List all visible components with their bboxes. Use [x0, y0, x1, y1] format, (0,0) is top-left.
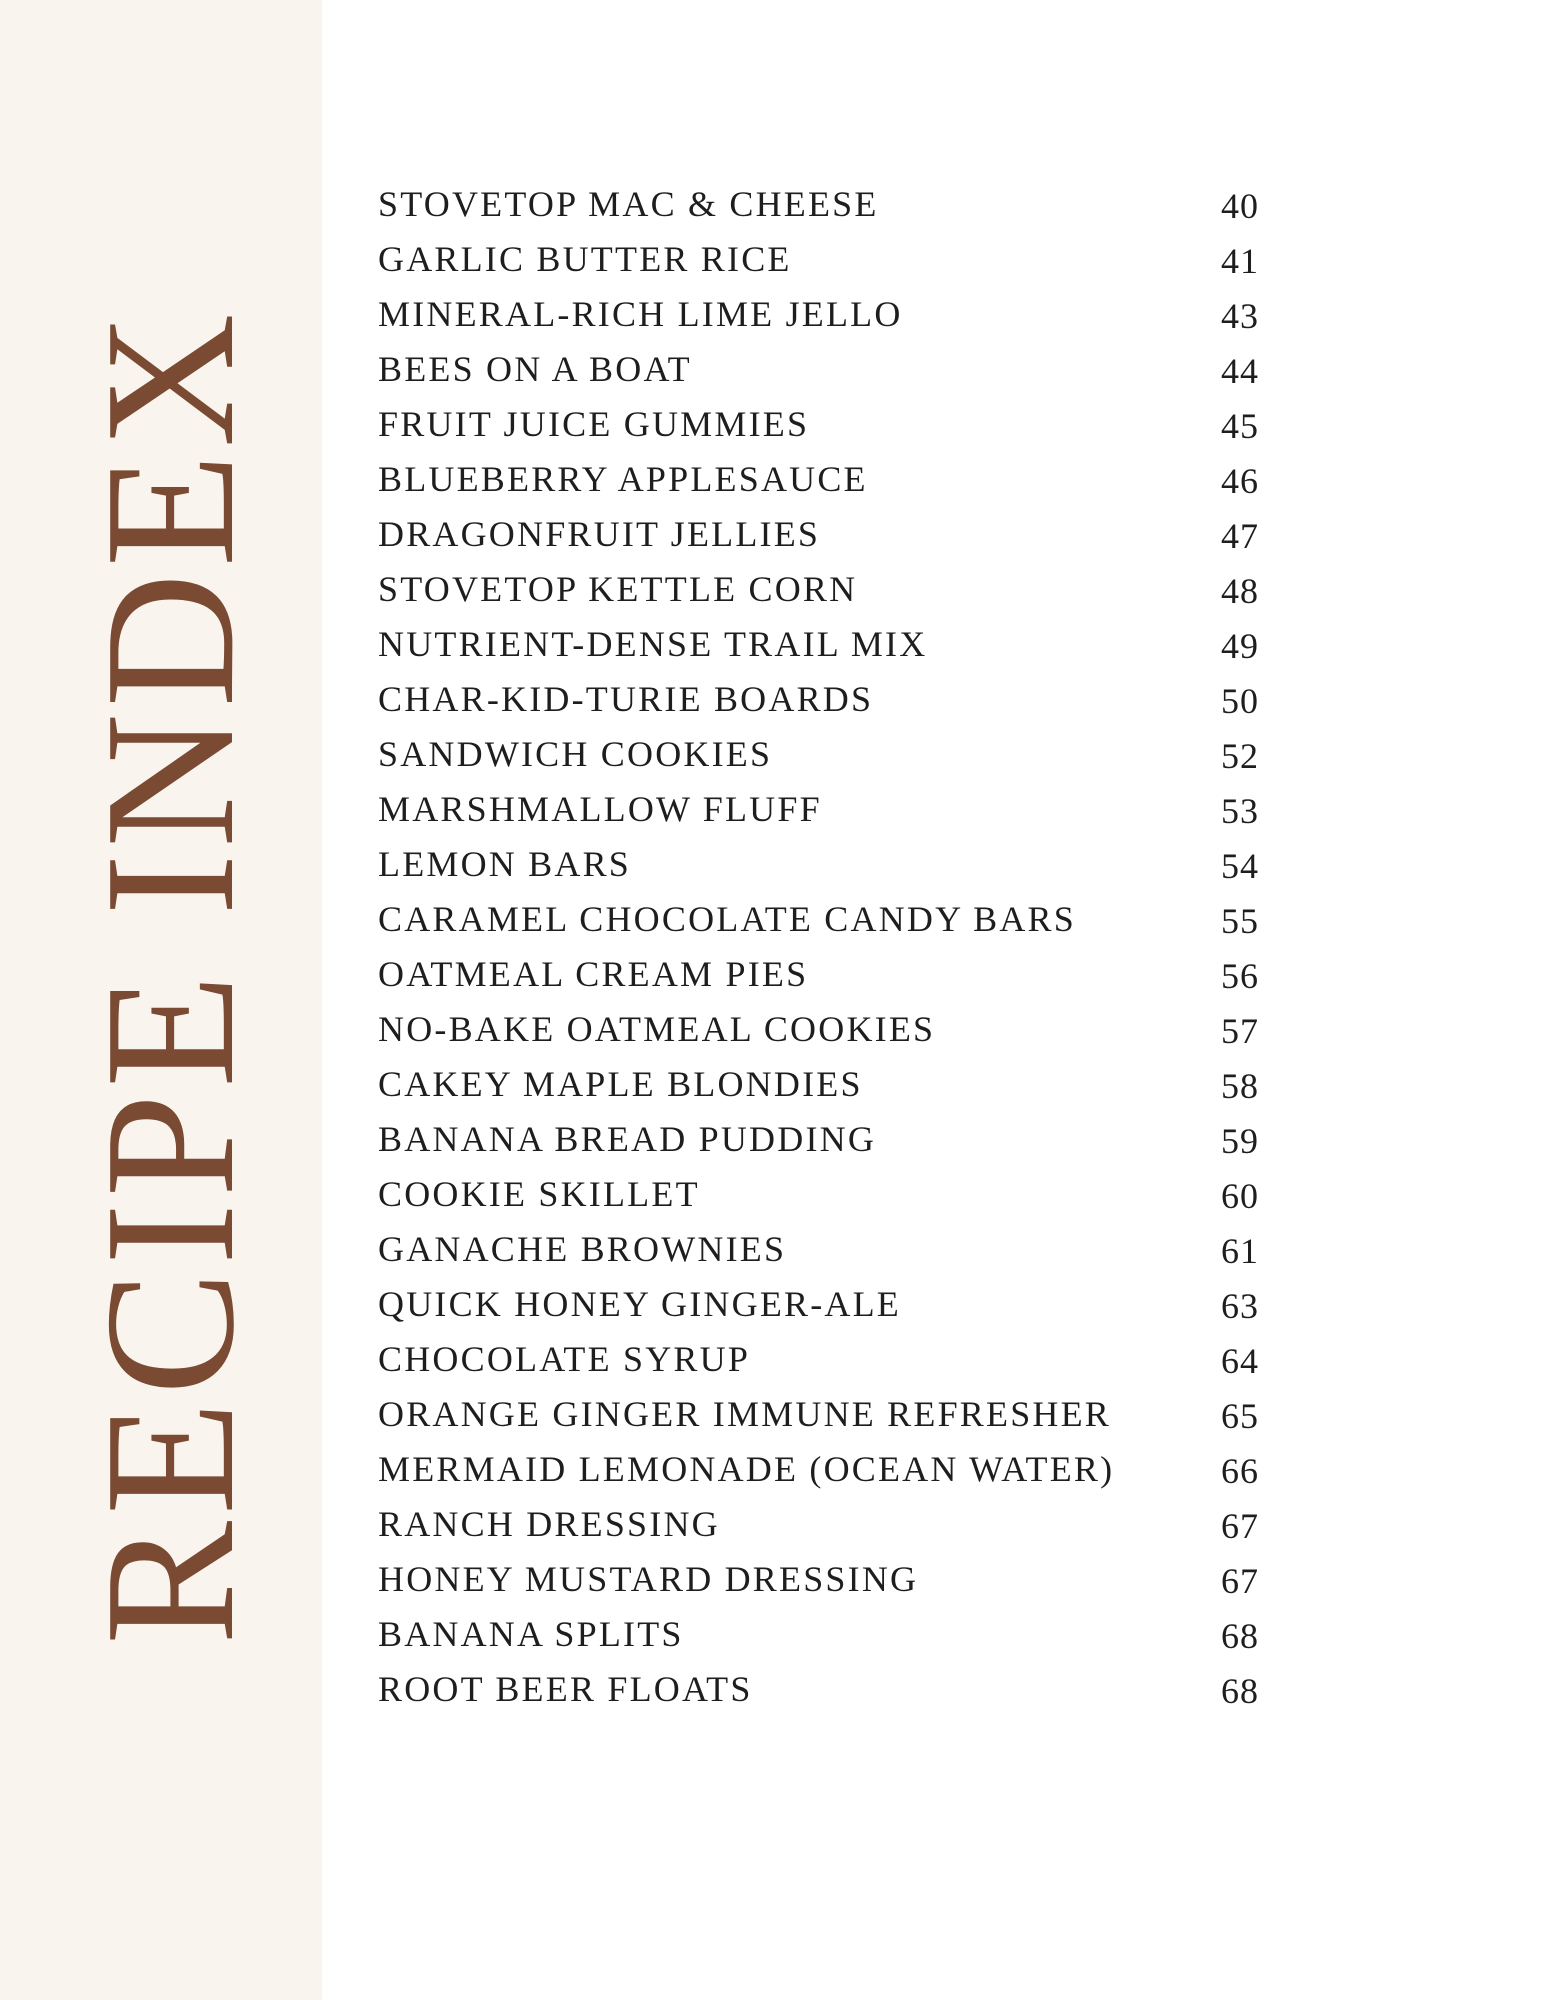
- recipe-name: STOVETOP MAC & CHEESE: [378, 184, 879, 224]
- index-row: [378, 562, 1278, 617]
- recipe-name: OATMEAL CREAM PIES: [378, 954, 809, 994]
- page-number: 65: [1221, 1396, 1259, 1436]
- page-number: 44: [1221, 351, 1259, 391]
- index-row: [378, 177, 1278, 232]
- index-row: [378, 287, 1278, 342]
- index-row: [378, 1057, 1278, 1112]
- index-row: [378, 1497, 1278, 1552]
- recipe-name: FRUIT JUICE GUMMIES: [378, 404, 810, 444]
- recipe-name: STOVETOP KETTLE CORN: [378, 569, 858, 609]
- recipe-name: NUTRIENT-DENSE TRAIL MIX: [378, 624, 928, 664]
- index-row: [378, 1442, 1278, 1497]
- page-number: 53: [1221, 791, 1259, 831]
- recipe-name: MARSHMALLOW FLUFF: [378, 789, 822, 829]
- index-row: [378, 672, 1278, 727]
- index-row: [378, 1167, 1278, 1222]
- index-row: [378, 837, 1278, 892]
- page-number: 57: [1221, 1011, 1259, 1051]
- index-row: [378, 727, 1278, 782]
- recipe-name: MINERAL-RICH LIME JELLO: [378, 294, 903, 334]
- recipe-name: SANDWICH COOKIES: [378, 734, 773, 774]
- recipe-name: GARLIC BUTTER RICE: [378, 239, 792, 279]
- index-row: [378, 782, 1278, 837]
- index-row: [378, 1112, 1278, 1167]
- page-number: 67: [1221, 1561, 1259, 1601]
- page-number: 61: [1221, 1231, 1259, 1271]
- recipe-name: ROOT BEER FLOATS: [378, 1669, 753, 1709]
- recipe-name: QUICK HONEY GINGER-ALE: [378, 1284, 901, 1324]
- recipe-name: DRAGONFRUIT JELLIES: [378, 514, 821, 554]
- recipe-name: CHOCOLATE SYRUP: [378, 1339, 751, 1379]
- page-title: RECIPE INDEX: [67, 307, 273, 1645]
- page-number: 48: [1221, 571, 1259, 611]
- page-number: 49: [1221, 626, 1259, 666]
- index-row: [378, 1662, 1278, 1717]
- page-number: 66: [1221, 1451, 1259, 1491]
- recipe-name: CHAR-KID-TURIE BOARDS: [378, 679, 874, 719]
- page-number: 47: [1221, 516, 1259, 556]
- page-number: 67: [1221, 1506, 1259, 1546]
- recipe-name: CARAMEL CHOCOLATE CANDY BARS: [378, 899, 1076, 939]
- recipe-name: NO-BAKE OATMEAL COOKIES: [378, 1009, 936, 1049]
- recipe-name: MERMAID LEMONADE (OCEAN WATER): [378, 1449, 1115, 1489]
- index-row: [378, 1222, 1278, 1277]
- index-row: [378, 947, 1278, 1002]
- index-row: [378, 1607, 1278, 1662]
- page-number: 63: [1221, 1286, 1259, 1326]
- page-number: 45: [1221, 406, 1259, 446]
- recipe-name: ORANGE GINGER IMMUNE REFRESHER: [378, 1394, 1112, 1434]
- page-number: 50: [1221, 681, 1259, 721]
- sidebar-panel: [0, 0, 322, 2000]
- index-row: [378, 1002, 1278, 1057]
- page-number: 56: [1221, 956, 1259, 996]
- recipe-name: COOKIE SKILLET: [378, 1174, 700, 1214]
- page-number: 43: [1221, 296, 1259, 336]
- recipe-name: CAKEY MAPLE BLONDIES: [378, 1064, 863, 1104]
- recipe-name: LEMON BARS: [378, 844, 632, 884]
- index-row: [378, 1552, 1278, 1607]
- recipe-name: BANANA SPLITS: [378, 1614, 684, 1654]
- index-row: [378, 892, 1278, 947]
- index-row: [378, 617, 1278, 672]
- page-number: 59: [1221, 1121, 1259, 1161]
- page-number: 41: [1221, 241, 1259, 281]
- page-number: 40: [1221, 186, 1259, 226]
- index-row: [378, 1332, 1278, 1387]
- page-number: 58: [1221, 1066, 1259, 1106]
- recipe-name: BLUEBERRY APPLESAUCE: [378, 459, 868, 499]
- page-number: 55: [1221, 901, 1259, 941]
- index-row: [378, 397, 1278, 452]
- page-number: 68: [1221, 1616, 1259, 1656]
- page-number: 68: [1221, 1671, 1259, 1711]
- index-row: [378, 1387, 1278, 1442]
- page-number: 46: [1221, 461, 1259, 501]
- recipe-name: RANCH DRESSING: [378, 1504, 720, 1544]
- recipe-name: BANANA BREAD PUDDING: [378, 1119, 877, 1159]
- recipe-name: GANACHE BROWNIES: [378, 1229, 787, 1269]
- index-row: [378, 452, 1278, 507]
- recipe-name: HONEY MUSTARD DRESSING: [378, 1559, 919, 1599]
- index-row: [378, 232, 1278, 287]
- recipe-name: BEES ON A BOAT: [378, 349, 692, 389]
- index-row: [378, 507, 1278, 562]
- page-number: 54: [1221, 846, 1259, 886]
- recipe-index-list: [378, 177, 1278, 1717]
- index-row: [378, 342, 1278, 397]
- page-number: 60: [1221, 1176, 1259, 1216]
- index-row: [378, 1277, 1278, 1332]
- page-number: 52: [1221, 736, 1259, 776]
- page-number: 64: [1221, 1341, 1259, 1381]
